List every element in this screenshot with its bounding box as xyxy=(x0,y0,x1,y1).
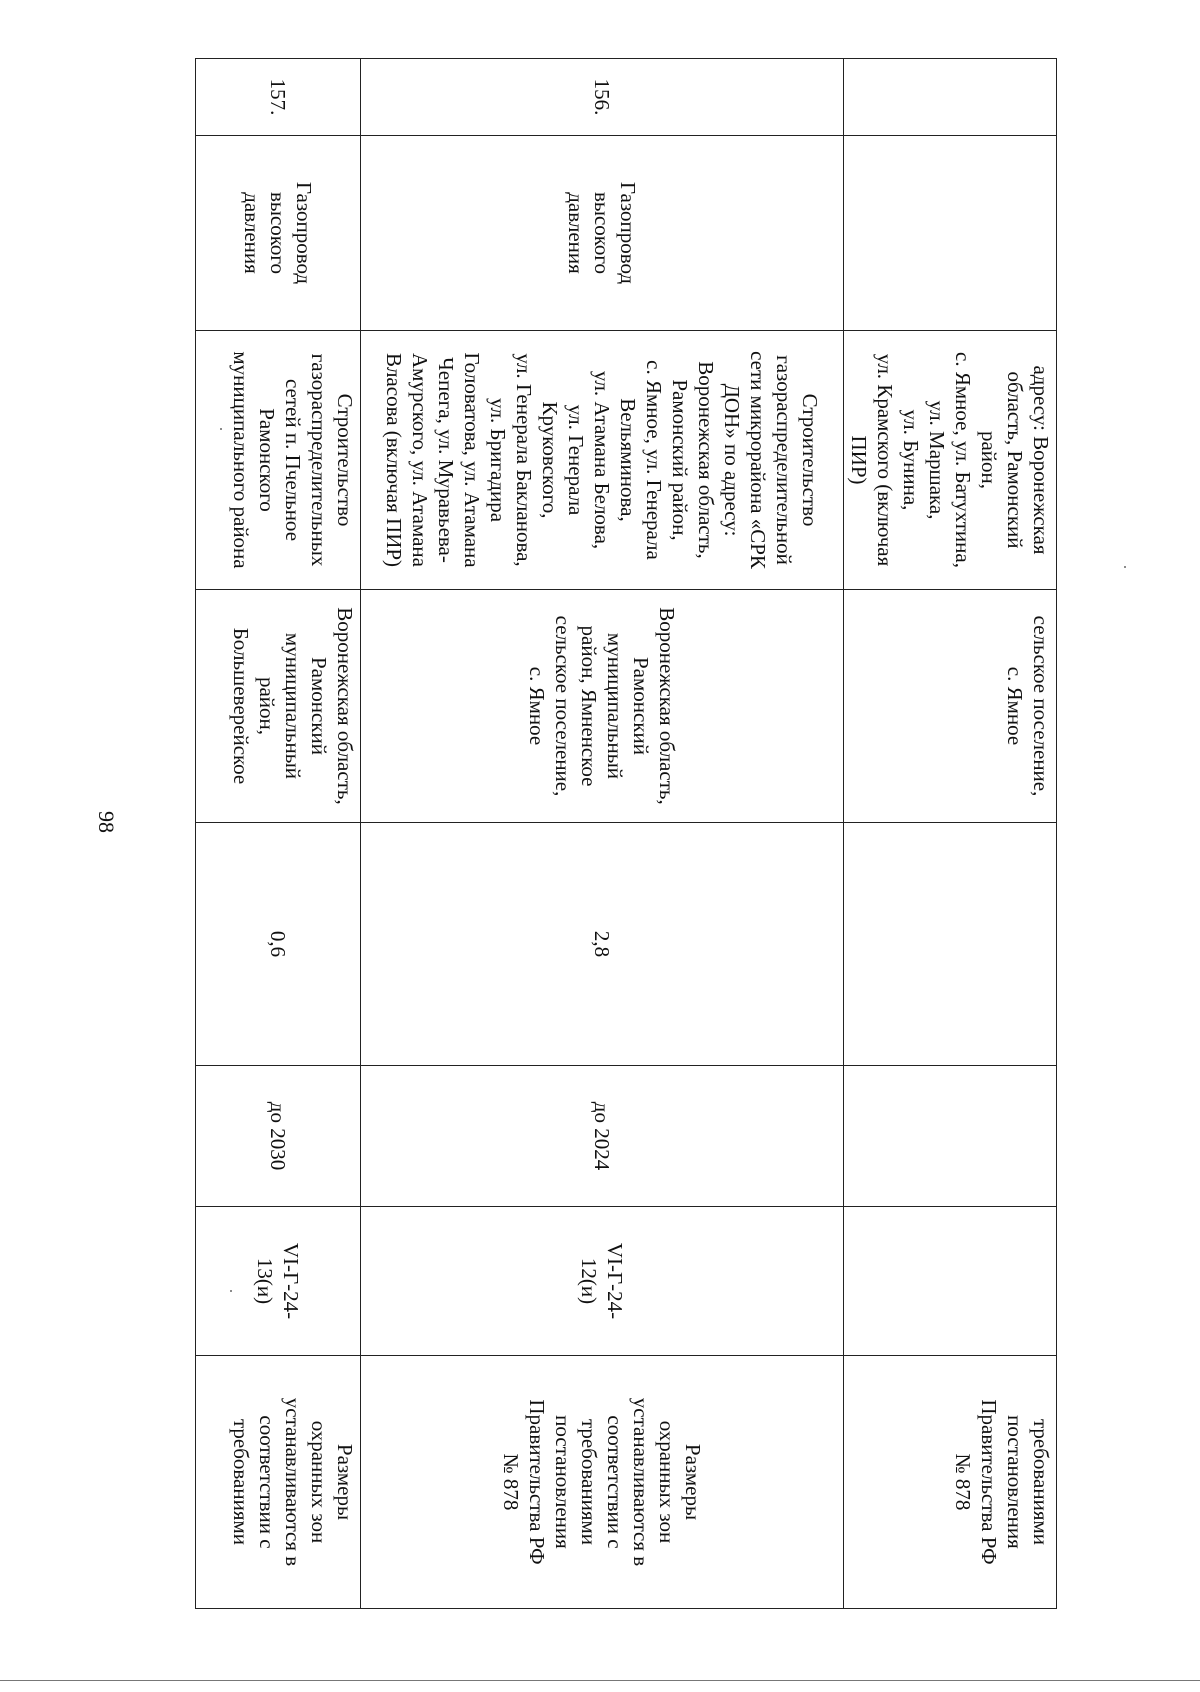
cell-length xyxy=(196,823,361,1066)
gas-pipeline-registry-table xyxy=(195,58,1057,1609)
cell-protection-zone xyxy=(361,1356,844,1609)
object-name-text: адресу: Воронежская область, Рамонский район, с. Ямное, ул. Батухтина, ул. Маршака, ул. Бунина, ул. Крамского (включая ПИР) xyxy=(847,352,1053,568)
cell-term xyxy=(196,1066,361,1207)
cell-location xyxy=(361,590,844,823)
length-text: 2,8 xyxy=(590,930,614,958)
protection-zone-text: Размеры охранных зон устанавливаются в соответствии с требованиями постановления Правительства РФ № 878 xyxy=(499,1397,705,1567)
registry-table-rotated xyxy=(169,58,1057,1567)
object-type-text: Газопровод высокого давления xyxy=(564,181,640,285)
object-name-text: Строительство газораспределительной сети микрорайона «СРК ДОН» по адресу: Воронежская область, Рамонский район, с. Ямное, ул. Генерала Вельяминова, ул. Атамана Белова, ул. Генерала Круковского, ул. Генерала Бакланова, ул. Бригадира Головатова, ул. Атамана Чепега, ул. Муравьева- Амурского, ул. Атамана Власова (включая ПИР) xyxy=(382,351,822,569)
cell-code xyxy=(196,1207,361,1356)
cell-object-type xyxy=(196,136,361,331)
cell-number xyxy=(844,59,1057,136)
term-text: до 2030 xyxy=(266,1101,290,1171)
page-bottom-rule xyxy=(0,1680,1200,1681)
cell-term xyxy=(361,1066,844,1207)
protection-zone-text: требованиями постановления Правительства РФ № 878 xyxy=(951,1399,1053,1565)
term-text: до 2024 xyxy=(590,1101,614,1171)
cell-term xyxy=(844,1066,1057,1207)
cell-code xyxy=(844,1207,1057,1356)
cell-location xyxy=(844,590,1057,823)
cell-protection-zone xyxy=(196,1356,361,1609)
cell-number xyxy=(361,59,844,136)
cell-object-type xyxy=(844,136,1057,331)
cell-length xyxy=(844,823,1057,1066)
cell-code xyxy=(361,1207,844,1356)
cell-object-name xyxy=(361,331,844,590)
location-text: Воронежская область, Рамонский муниципальный район, Ямненское сельское поселение, с. Ямное xyxy=(525,607,679,805)
scan-speck xyxy=(220,428,222,430)
cell-number xyxy=(196,59,361,136)
table-row-156 xyxy=(361,59,844,1609)
code-text: VI-Г-24- 13(и) xyxy=(253,1242,303,1320)
table-row-continuation xyxy=(844,59,1057,1609)
length-text: 0,6 xyxy=(266,930,290,958)
scan-speck xyxy=(1124,566,1126,568)
row-number-text: 156. xyxy=(590,78,614,116)
cell-object-name xyxy=(844,331,1057,590)
cell-object-type xyxy=(361,136,844,331)
cell-protection-zone xyxy=(844,1356,1057,1609)
scan-speck xyxy=(230,1290,232,1292)
cell-length xyxy=(361,823,844,1066)
row-number-text: 157. xyxy=(266,78,290,116)
object-name-text: Строительство газораспределительных сетей п. Пчельное Рамонского муниципального района xyxy=(229,351,357,569)
code-text: VI-Г-24- 12(и) xyxy=(577,1242,627,1320)
cell-object-name xyxy=(196,331,361,590)
location-text: Воронежская область, Рамонский муниципальный район, Большеверейское xyxy=(229,607,357,805)
page-number: 98 xyxy=(94,811,119,833)
protection-zone-text: Размеры охранных зон устанавливаются в соответствии с требованиями xyxy=(229,1397,357,1567)
object-type-text: Газопровод высокого давления xyxy=(240,181,316,285)
table-row-157 xyxy=(196,59,361,1609)
cell-location xyxy=(196,590,361,823)
location-text: сельское поселение, с. Ямное xyxy=(1003,615,1053,797)
